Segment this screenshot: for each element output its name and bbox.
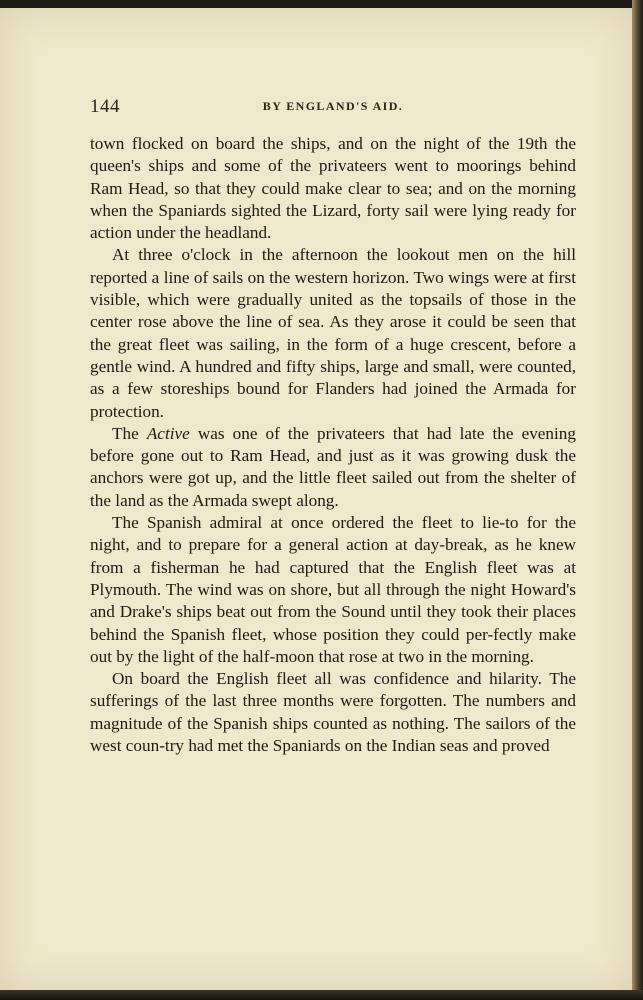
paragraph-5: On board the English fleet all was confidence and hilarity. The sufferings of the last three months were forgotten. The numbers and magnitude of the Spanish ships counted as nothing. The sailors of the west coun-try had met the Spaniards on the Indian seas and proved <box>90 669 576 756</box>
book-spine-edge <box>632 0 643 1000</box>
paragraph-4: The Spanish admiral at once ordered the fleet to lie-to for the night, and to prepare for a general action at day-break, as he knew from a fisherman he had captured that the English fleet was at Plymouth. The wind was on shore, but all through the night Howard's and Drake's ships beat out from the Sound until they took their places behind the Spanish fleet, whose position they could per-fectly make out by the light of the half-moon that rose at two in the morning. <box>90 513 576 666</box>
paragraph-2: At three o'clock in the afternoon the lookout men on the hill reported a line of sails on the western horizon. Two wings were at first visible, which were gradually united as the topsails of those in the center rose above the line of sea. As they arose it could be seen that the great fleet was sailing, in the form of a huge crescent, before a gentle wind. A hundred and fifty ships, large and small, were counted, as a few storeships bound for Flanders had joined the Armada for protection. <box>90 245 576 421</box>
paragraph-1: town flocked on board the ships, and on the night of the 19th the queen's ships and some of the privateers went to moorings behind Ram Head, so that they could make clear to sea; and on the morning when the Spaniards sighted the Lizard, forty sail were lying ready for action under the headland. <box>90 134 576 243</box>
paragraph-3-after: was one of the privateers that had late the evening before gone out to Ram Head, and just as it was growing dusk the anchors were got up, and the little fleet sailed out from the shelter of the land as the Armada swept along. <box>90 423 576 510</box>
book-page <box>0 8 635 990</box>
ship-name-active: Active <box>146 423 190 443</box>
page-number: 144 <box>90 96 120 117</box>
page-header <box>90 96 576 118</box>
paragraph-3-before: The <box>112 423 147 443</box>
page-bottom-edge <box>0 990 643 1000</box>
body-text <box>90 133 576 757</box>
running-head: BY ENGLAND'S AID. <box>262 99 404 113</box>
paragraph-3 <box>90 423 576 512</box>
